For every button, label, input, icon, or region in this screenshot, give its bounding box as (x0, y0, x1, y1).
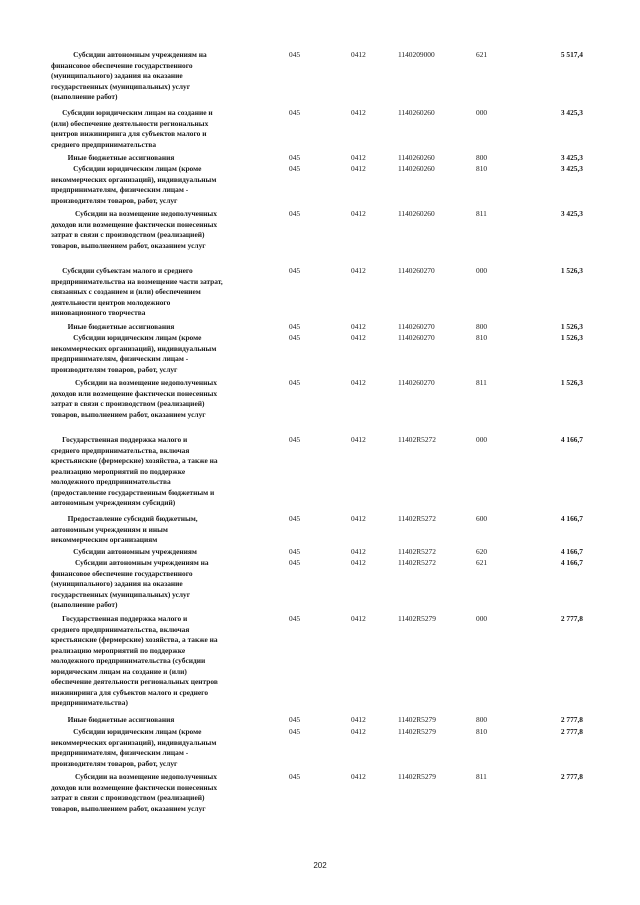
section-code: 0412 (351, 435, 366, 444)
row-description: Субсидии юридическим лицам (кроме некоммерческих организаций), индивидуальным предпринимателям, физическим лицам - производителям товаров, работ, услуг (51, 164, 217, 205)
ministry-code: 045 (289, 547, 301, 556)
ministry-code: 045 (289, 164, 301, 173)
page-number: 202 (313, 861, 327, 870)
target-article-code: 1140209000 (398, 50, 435, 59)
target-article-code: 11402R5272 (398, 435, 436, 444)
row-description: Субсидии на возмещение недополученных доходов или возмещение фактически понесенных затрат в связи с производством (реализацией) товаров, выполнением работ, оказанием услуг (51, 209, 218, 250)
ministry-code: 045 (289, 715, 301, 724)
expense-type-code: 000 (476, 435, 488, 444)
amount-value: 2 777,8 (560, 727, 583, 736)
amount-value: 3 425,3 (560, 153, 583, 162)
amount-value: 5 517,4 (560, 50, 583, 59)
target-article-code: 11402R5279 (398, 772, 436, 781)
expense-type-code: 811 (476, 772, 487, 781)
expense-type-code: 620 (476, 547, 488, 556)
target-article-code: 11402R5279 (398, 727, 436, 736)
section-code: 0412 (351, 266, 366, 275)
expense-type-code: 000 (476, 614, 488, 623)
row-description: Субсидии автономным учреждениям (51, 547, 197, 556)
target-article-code: 11402R5272 (398, 558, 436, 567)
row-description: Субсидии на возмещение недополученных доходов или возмещение фактически понесенных затрат в связи с производством (реализацией) товаров, выполнением работ, оказанием услуг (51, 378, 218, 419)
amount-value: 2 777,8 (560, 715, 583, 724)
ministry-code: 045 (289, 209, 301, 218)
ministry-code: 045 (289, 378, 301, 387)
expense-type-code: 600 (476, 514, 488, 523)
section-code: 0412 (351, 50, 366, 59)
row-description: Субсидии автономным учреждениям на финансовое обеспечение государственного (муниципального) задания на оказание государственных (муниципальных) услуг (выполнение работ) (51, 50, 207, 102)
ministry-code: 045 (289, 322, 301, 331)
amount-value: 4 166,7 (560, 435, 583, 444)
target-article-code: 1140260270 (398, 333, 435, 342)
section-code: 0412 (351, 333, 366, 342)
section-code: 0412 (351, 558, 366, 567)
target-article-code: 1140260260 (398, 209, 435, 218)
target-article-code: 11402R5279 (398, 715, 436, 724)
section-code: 0412 (351, 514, 366, 523)
row-description: Субсидии субъектам малого и среднего предпринимательства на возмещение части затрат, связанных с созданием и (или) обеспечением деятельности центров молодежного инновационного творчества (51, 266, 223, 318)
section-code: 0412 (351, 153, 366, 162)
row-description: Иные бюджетные ассигнования (51, 322, 175, 331)
target-article-code: 1140260260 (398, 164, 435, 173)
row-description: Предоставление субсидий бюджетным, автономным учреждениям и иным некоммерческим организациям (51, 514, 198, 545)
amount-value: 1 526,3 (560, 333, 583, 342)
target-article-code: 1140260260 (398, 153, 435, 162)
section-code: 0412 (351, 378, 366, 387)
amount-value: 3 425,3 (560, 108, 583, 117)
target-article-code: 11402R5272 (398, 547, 436, 556)
row-description: Субсидии юридическим лицам (кроме некоммерческих организаций), индивидуальным предпринимателям, физическим лицам - производителям товаров, работ, услуг (51, 727, 217, 768)
ministry-code: 045 (289, 772, 301, 781)
amount-value: 3 425,3 (560, 164, 583, 173)
expense-type-code: 800 (476, 715, 488, 724)
ministry-code: 045 (289, 558, 301, 567)
section-code: 0412 (351, 108, 366, 117)
amount-value: 1 526,3 (560, 378, 583, 387)
section-code: 0412 (351, 164, 366, 173)
ministry-code: 045 (289, 108, 301, 117)
row-description: Иные бюджетные ассигнования (51, 715, 175, 724)
amount-value: 1 526,3 (560, 266, 583, 275)
target-article-code: 11402R5272 (398, 514, 436, 523)
row-description: Субсидии автономным учреждениям на финансовое обеспечение государственного (муниципального) задания на оказание государственных (муниципальных) услуг (выполнение работ) (51, 558, 209, 610)
target-article-code: 11402R5279 (398, 614, 436, 623)
section-code: 0412 (351, 727, 366, 736)
expense-type-code: 000 (476, 108, 488, 117)
row-description: Государственная поддержка малого и среднего предпринимательства, включая крестьянские (фермерские) хозяйства, а также на реализацию мероприятий по поддержке молодежного предпринимательства (предоставление государственным бюджетным и автономным учреждениям субсидий) (51, 435, 218, 508)
amount-value: 1 526,3 (560, 322, 583, 331)
section-code: 0412 (351, 715, 366, 724)
section-code: 0412 (351, 209, 366, 218)
row-description: Субсидии на возмещение недополученных доходов или возмещение фактически понесенных затрат в связи с производством (реализацией) товаров, выполнением работ, оказанием услуг (51, 772, 218, 813)
amount-value: 4 166,7 (560, 514, 583, 523)
expense-type-code: 810 (476, 333, 488, 342)
target-article-code: 1140260260 (398, 108, 435, 117)
expense-type-code: 621 (476, 558, 488, 567)
target-article-code: 1140260270 (398, 322, 435, 331)
ministry-code: 045 (289, 50, 301, 59)
ministry-code: 045 (289, 333, 301, 342)
section-code: 0412 (351, 772, 366, 781)
ministry-code: 045 (289, 727, 301, 736)
target-article-code: 1140260270 (398, 266, 435, 275)
section-code: 0412 (351, 547, 366, 556)
amount-value: 2 777,8 (560, 772, 583, 781)
expense-type-code: 810 (476, 727, 488, 736)
target-article-code: 1140260270 (398, 378, 435, 387)
expense-type-code: 000 (476, 266, 488, 275)
row-description: Государственная поддержка малого и среднего предпринимательства, включая крестьянские (фермерские) хозяйства, а также на реализацию мероприятий по поддержке молодежного предпринимательства (субсидии юридическим лицам на создание и (или) обеспечение деятельности региональных центров инжиниринга для субъектов малого и среднего предпринимательства) (51, 614, 218, 708)
expense-type-code: 800 (476, 322, 488, 331)
row-description: Субсидии юридическим лицам на создание и (или) обеспечение деятельности региональных центров инжиниринга для субъектов малого и среднего предпринимательства (51, 108, 213, 149)
expense-type-code: 811 (476, 378, 487, 387)
ministry-code: 045 (289, 614, 301, 623)
ministry-code: 045 (289, 153, 301, 162)
amount-value: 4 166,7 (560, 547, 583, 556)
expense-type-code: 800 (476, 153, 488, 162)
section-code: 0412 (351, 614, 366, 623)
amount-value: 4 166,7 (560, 558, 583, 567)
row-description: Субсидии юридическим лицам (кроме некоммерческих организаций), индивидуальным предпринимателям, физическим лицам - производителям товаров, работ, услуг (51, 333, 217, 374)
expense-type-code: 621 (476, 50, 488, 59)
ministry-code: 045 (289, 435, 301, 444)
amount-value: 2 777,8 (560, 614, 583, 623)
ministry-code: 045 (289, 266, 301, 275)
expense-type-code: 810 (476, 164, 488, 173)
row-description: Иные бюджетные ассигнования (51, 153, 175, 162)
expense-type-code: 811 (476, 209, 487, 218)
amount-value: 3 425,3 (560, 209, 583, 218)
section-code: 0412 (351, 322, 366, 331)
ministry-code: 045 (289, 514, 301, 523)
